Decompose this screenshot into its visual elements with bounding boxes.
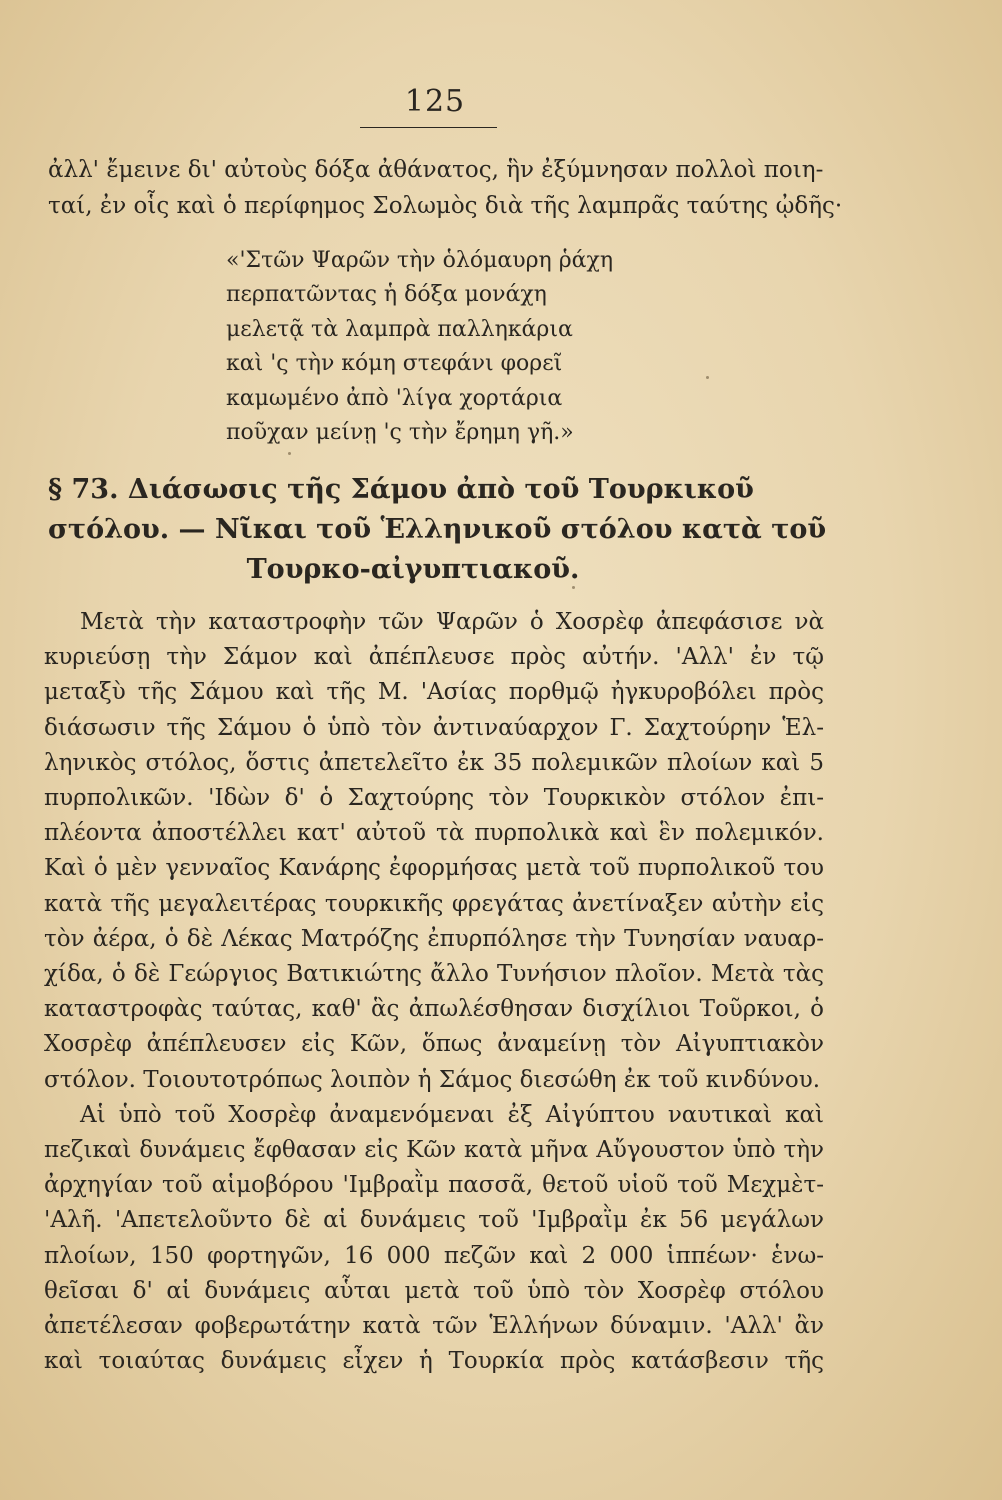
- body-line: 'Αλῆ. 'Απετελοῦντο δὲ αἱ δυνάμεις τοῦ 'Ιμβραῒμ ἐκ 56 μεγάλων: [44, 1207, 824, 1234]
- poem-line: καὶ 'ς τὴν κόμη στεφάνι φορεῖ: [226, 351, 563, 377]
- body-paragraphs: [44, 605, 824, 1379]
- body-line: πυρπολικῶν. 'Ιδὼν δ' ὁ Σαχτούρης τὸν Τουρκικὸν στόλον ἐπι-: [44, 785, 824, 812]
- paper-speck: [288, 452, 291, 455]
- body-line: ληνικὸς στόλος, ὅστις ἀπετελεῖτο ἐκ 35 πολεμικῶν πλοίων καὶ 5: [44, 749, 824, 776]
- body-line: διάσωσιν τῆς Σάμου ὁ ὑπὸ τὸν ἀντιναύαρχον Γ. Σαχτούρην Ἑλ-: [44, 714, 824, 741]
- heading-line: στόλου. — Νῖκαι τοῦ Ἑλληνικοῦ στόλου κατὰ τοῦ: [48, 514, 827, 545]
- body-line: ἀρχηγίαν τοῦ αἱμοβόρου 'Ιμβραῒμ πασσᾶ, θετοῦ υἱοῦ τοῦ Μεχμὲτ-: [44, 1172, 824, 1199]
- text-line: ταί, ἐν οἷς καὶ ὁ περίφημος Σολωμὸς διὰ τῆς λαμπρᾶς ταύτης ᾠδῆς·: [48, 193, 843, 219]
- body-line: καὶ τοιαύτας δυνάμεις εἶχεν ἡ Τουρκία πρὸς κατάσβεσιν τῆς: [44, 1348, 824, 1375]
- body-line: καταστροφὰς ταύτας, καθ' ἃς ἀπωλέσθησαν δισχίλιοι Τοῦρκοι, ὁ: [44, 996, 824, 1023]
- text-line: ἀλλ' ἔμεινε δι' αὐτοὺς δόξα ἀθάνατος, ἣν ἐξύμνησαν πολλοὶ ποιη-: [48, 157, 824, 183]
- body-line: κατὰ τῆς μεγαλειτέρας τουρκικῆς φρεγάτας ἀνετίναξεν αὐτὴν εἰς: [44, 890, 824, 917]
- poem-line: περπατῶντας ἡ δόξα μονάχη: [226, 282, 547, 308]
- paper-speck: [572, 586, 575, 589]
- poem-quote: [226, 244, 613, 450]
- body-line: Χοσρὲφ ἀπέπλευσεν εἰς Κῶν, ὅπως ἀναμείνῃ τὸν Αἰγυπτιακὸν: [44, 1031, 824, 1058]
- page-number: 125: [404, 84, 466, 119]
- body-line: χίδα, ὁ δὲ Γεώργιος Βατικιώτης ἄλλο Τυνήσιον πλοῖον. Μετὰ τὰς: [44, 961, 824, 988]
- body-line: πλέοντα ἀποστέλλει κατ' αὐτοῦ τὰ πυρπολικὰ καὶ ἓν πολεμικόν.: [44, 820, 824, 847]
- poem-line: μελετᾷ τὰ λαμπρὰ παλληκάρια: [226, 316, 573, 342]
- poem-line: καμωμένο ἀπὸ 'λίγα χορτάρια: [226, 385, 563, 411]
- section-heading: [48, 470, 827, 590]
- body-line: Καὶ ὁ μὲν γενναῖος Κανάρης ἐφορμήσας μετὰ τοῦ πυρπολικοῦ του: [44, 855, 824, 882]
- body-line: τὸν ἀέρα, ὁ δὲ Λέκας Ματρόζης ἐπυρπόλησε τὴν Τυνησίαν ναυαρ-: [44, 925, 824, 952]
- body-line: μεταξὺ τῆς Σάμου καὶ τῆς Μ. 'Ασίας πορθμῷ ἠγκυροβόλει πρὸς: [44, 679, 824, 706]
- body-line: στόλον. Τοιουτοτρόπως λοιπὸν ἡ Σάμος διεσώθη ἐκ τοῦ κινδύνου.: [44, 1066, 821, 1093]
- intro-paragraph: [48, 152, 843, 224]
- body-line: ἀπετέλεσαν φοβερωτάτην κατὰ τῶν Ἑλλήνων δύναμιν. 'Αλλ' ἂν: [44, 1313, 824, 1340]
- poem-line: «'Στῶν Ψαρῶν τὴν ὁλόμαυρη ῥάχη: [226, 248, 614, 273]
- paper-speck: [706, 376, 709, 379]
- body-line: θεῖσαι δ' αἱ δυνάμεις αὗται μετὰ τοῦ ὑπὸ τὸν Χοσρὲφ στόλου: [44, 1277, 824, 1304]
- body-line: κυριεύσῃ τὴν Σάμον καὶ ἀπέπλευσε πρὸς αὐτήν. 'Αλλ' ἐν τῷ: [44, 644, 824, 671]
- heading-line: Τουρκο-αἰγυπτιακοῦ.: [246, 554, 580, 585]
- body-line: πεζικαὶ δυνάμεις ἔφθασαν εἰς Κῶν κατὰ μῆνα Αὔγουστον ὑπὸ τὴν: [44, 1137, 824, 1164]
- heading-line: § 73. Διάσωσις τῆς Σάμου ἀπὸ τοῦ Τουρκικοῦ: [48, 474, 754, 505]
- header-rule: [360, 127, 497, 128]
- body-line: Αἱ ὑπὸ τοῦ Χοσρὲφ ἀναμενόμεναι ἐξ Αἰγύπτου ναυτικαὶ καὶ: [80, 1101, 824, 1128]
- poem-line: ποῦχαν μείνῃ 'ς τὴν ἔρημη γῆ.»: [226, 420, 574, 446]
- body-line: Μετὰ τὴν καταστροφὴν τῶν Ψαρῶν ὁ Χοσρὲφ ἀπεφάσισε νὰ: [80, 609, 824, 635]
- body-line: πλοίων, 150 φορτηγῶν, 16 000 πεζῶν καὶ 2 000 ἱππέων· ἑνω-: [44, 1242, 824, 1269]
